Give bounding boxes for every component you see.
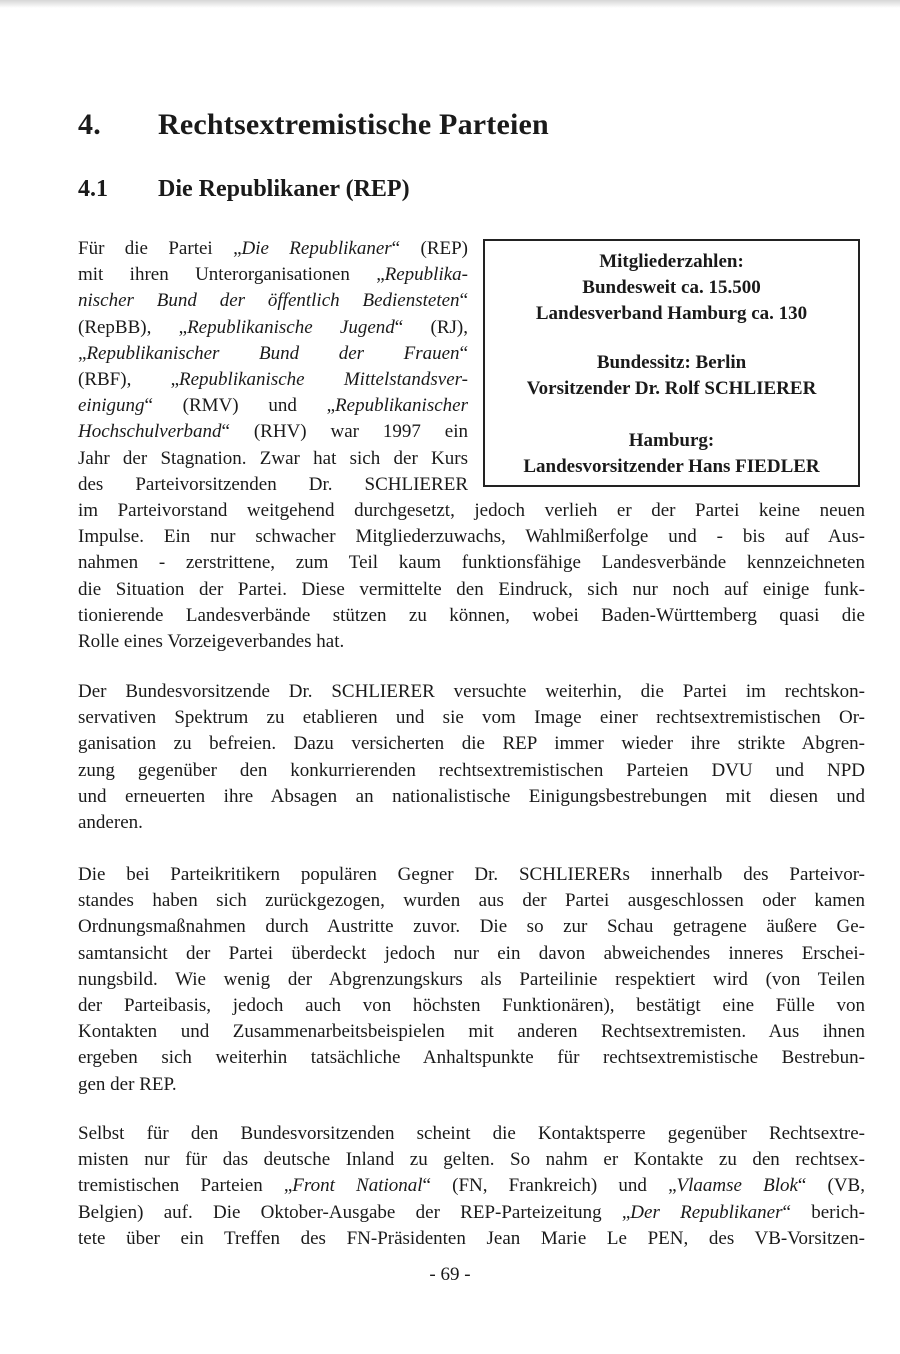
chapter-number: 4. <box>78 108 101 141</box>
scan-top-edge <box>0 0 900 8</box>
section-number: 4.1 <box>78 176 108 202</box>
text-line: tete über ein Treffen des FN-Präsidenten Jean Marie Le PEN, des VB-Vorsitzen- <box>78 1227 865 1249</box>
text-line: Jahr der Stagnation. Zwar hat sich der Kurs <box>78 447 468 469</box>
text-line: ganisation zu befreien. Dazu versicherten die REP immer wieder ihre strikte Abgren- <box>78 733 865 755</box>
paragraph-4 <box>78 1121 865 1252</box>
text-line: nischer Bund der öffentlich Bediensteten“ <box>78 290 468 312</box>
text-line: Die bei Parteikritikern populären Gegner Dr. SCHLIERERs innerhalb des Parteivor- <box>78 864 865 885</box>
section-heading <box>78 176 410 203</box>
text-line: einigung“ (RMV) und „Republikanischer <box>78 395 468 417</box>
page-number: - 69 - <box>429 1264 471 1285</box>
text-line: gen der REP. <box>78 1073 177 1095</box>
text-line: mit ihren Unterorganisationen „Republika- <box>78 264 468 286</box>
hamburg-chair: Landesvorsitzender Hans FIEDLER <box>523 456 820 477</box>
paragraph-2 <box>78 679 865 836</box>
text-line: Impulse. Ein nur schwacher Mitgliederzuwachs, Wahlmißerfolge und - bis auf Aus- <box>78 526 865 548</box>
chapter-title: Rechtsextremistische Parteien <box>158 108 549 141</box>
text-line: Für die Partei „Die Republikaner“ (REP) <box>78 238 468 259</box>
paragraph-3 <box>78 862 865 1098</box>
federal-seat: Bundessitz: Berlin <box>596 352 747 373</box>
hamburg-group <box>485 428 858 480</box>
text-line: samtansicht der Partei überdeckt jedoch nur ein davon abweichendes inneres Erschei- <box>78 942 865 964</box>
federal-chair: Vorsitzender Dr. Rolf SCHLIERER <box>526 378 817 399</box>
text-line: anderen. <box>78 812 143 834</box>
text-line: servativen Spektrum zu etablieren und sie vom Image einer rechtsextremistischen Or- <box>78 707 865 729</box>
text-line: Der Bundesvorsitzende Dr. SCHLIERER versuchte weiterhin, die Partei im rechtskon- <box>78 681 865 702</box>
text-line: Belgien) auf. Die Oktober-Ausgabe der REP-Parteizeitung „Der Republikaner“ berich- <box>78 1201 865 1223</box>
federal-group <box>485 350 858 402</box>
text-line: ergeben sich weiterhin tatsächliche Anhaltspunkte für rechtsextremistische Bestrebun- <box>78 1047 865 1069</box>
text-line: Ordnungsmaßnahmen durch Austritte zuvor. Die so zur Schau getragene äußere Ge- <box>78 916 865 938</box>
members-title: Mitgliederzahlen: <box>599 251 744 272</box>
text-line: standes haben sich zurückgezogen, wurden aus der Partei ausgeschlossen oder kamen <box>78 890 865 912</box>
text-line: (RBF), „Republikanische Mittelstandsver- <box>78 369 468 391</box>
members-group <box>485 241 858 327</box>
text-line: (RepBB), „Republikanische Jugend“ (RJ), <box>78 316 468 338</box>
text-line: und erneuerten ihre Absagen an nationalistische Einigungsbestrebungen mit diesen und <box>78 785 865 807</box>
section-title: Die Republikaner (REP) <box>158 176 410 202</box>
text-line: misten nur für das deutsche Inland zu gelten. So nahm er Kontakte zu den rechtsex- <box>78 1149 865 1171</box>
chapter-heading <box>78 108 549 142</box>
text-line: „Republikanischer Bund der Frauen“ <box>78 342 468 364</box>
text-line: im Parteivorstand weitgehend durchgesetzt, jedoch verlieh er der Partei keine neuen <box>78 500 865 521</box>
text-line: nungsbild. Wie wenig der Abgrenzungskurs als Parteilinie respektiert wird (von Teilen <box>78 968 865 990</box>
text-line: Selbst für den Bundesvorsitzenden scheint die Kontaktsperre gegenüber Rechtsextre- <box>78 1123 865 1144</box>
members-federal: Bundesweit ca. 15.500 <box>582 277 761 298</box>
text-line: Hochschulverband“ (RHV) war 1997 ein <box>78 421 468 443</box>
info-box <box>483 239 860 487</box>
hamburg-title: Hamburg: <box>628 430 715 451</box>
text-line: des Parteivorsitzenden Dr. SCHLIERER <box>78 473 468 495</box>
text-line: Kontakten und Zusammenarbeitsbeispielen mit anderen Rechtsextremisten. Aus ihnen <box>78 1021 865 1043</box>
text-line: tremistischen Parteien „Front National“ (FN, Frankreich) und „Vlaamse Blok“ (VB, <box>78 1175 865 1197</box>
members-hamburg: Landesverband Hamburg ca. 130 <box>535 303 808 324</box>
text-line: die Situation der Partei. Diese vermittelte den Eindruck, sich nur noch auf einige funk- <box>78 578 865 600</box>
text-line: tionierende Landesverbände stützen zu können, wobei Baden-Württemberg quasi die <box>78 604 865 626</box>
text-line: Rolle eines Vorzeigeverbandes hat. <box>78 631 345 653</box>
text-line: nahmen - zerstrittene, zum Teil kaum funktionsfähige Landesverbände kennzeichneten <box>78 552 865 574</box>
text-line: der Parteibasis, jedoch auch von höchsten Funktionären), bestätigt eine Fülle von <box>78 995 865 1017</box>
paragraph-1-wrapped <box>78 236 468 498</box>
text-line: zung gegenüber den konkurrierenden rechtsextremistischen Parteien DVU und NPD <box>78 759 865 781</box>
paragraph-1-continued <box>78 498 865 655</box>
